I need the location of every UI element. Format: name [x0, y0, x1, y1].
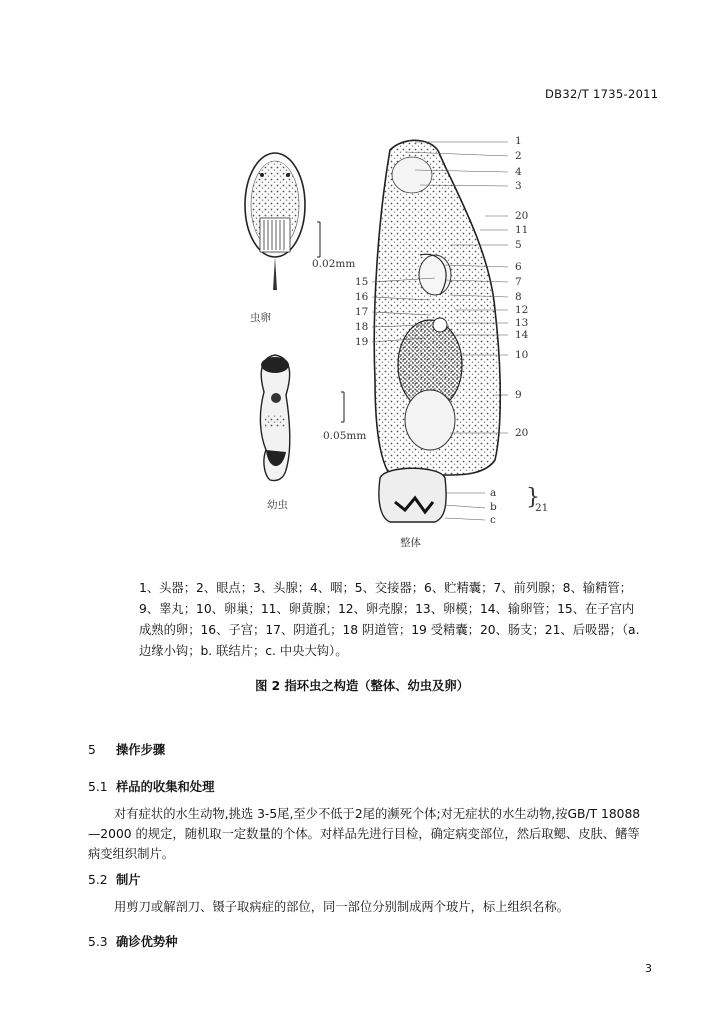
section-number: 5.3 — [88, 935, 108, 949]
egg-scale-label: 0.02mm — [312, 258, 356, 270]
larva-scale-label: 0.05mm — [323, 430, 367, 442]
figure-caption-legend — [139, 578, 659, 662]
callout-3: 3 — [515, 180, 522, 192]
adult-label: 整体 — [400, 537, 421, 549]
callout-1: 1 — [515, 135, 522, 147]
section-number: 5 — [88, 743, 96, 757]
svg-text:}: } — [526, 485, 540, 510]
section-title: 操作步骤 — [116, 743, 166, 757]
figure-title: 图 2 指环虫之构造（整体、幼虫及卵） — [255, 679, 469, 693]
section-heading-5-1 — [88, 777, 214, 795]
callout-21: 21 — [535, 502, 549, 514]
callout-8: 8 — [515, 291, 522, 303]
callout-15: 15 — [355, 276, 369, 288]
callout-13: 13 — [515, 317, 529, 329]
section-number: 5.1 — [88, 780, 108, 794]
caption-line: 1、头器；2、眼点；3、头腺；4、咽；5、交接器；6、贮精囊；7、前列腺；8、输精管； — [139, 581, 632, 595]
section-heading-5 — [88, 740, 165, 758]
caption-line: 9、睾丸；10、卵巢；11、卵黄腺；12、卵壳腺；13、卵模；14、输卵管；15、在子宫内 — [139, 602, 635, 616]
callout-7: 7 — [515, 276, 522, 288]
page-number: 3 — [645, 962, 652, 975]
larva-drawing — [260, 355, 289, 481]
callout-17: 17 — [355, 306, 369, 318]
callout-a: a — [490, 487, 497, 499]
callout-10: 10 — [515, 349, 529, 361]
paragraph-line: 病变组织制片。 — [88, 847, 175, 861]
callout-b: b — [490, 501, 497, 513]
section-title: 制片 — [116, 873, 141, 887]
caption-line: 成熟的卵；16、子宫；17、阴道孔；18 阴道管；19 受精囊；20、肠支；21、后吸器；（a. — [139, 623, 640, 637]
callout-14: 14 — [515, 329, 529, 341]
section-title: 确诊优势种 — [116, 935, 178, 949]
egg-drawing — [245, 153, 305, 290]
paragraph-line: 对有症状的水生动物,挑选 3-5尾,至少不低于2尾的濒死个体;对无症状的水生动物,按GB/T 18088 — [114, 807, 641, 821]
callout-20a: 20 — [515, 210, 529, 222]
figure-dactylogyrus-structure — [240, 130, 550, 550]
callout-12: 12 — [515, 304, 529, 316]
adult-drawing — [374, 140, 500, 522]
figure-illustration — [240, 130, 550, 550]
callout-18: 18 — [355, 321, 369, 333]
callout-20b: 20 — [515, 427, 529, 439]
callout-5: 5 — [515, 239, 522, 251]
egg-label: 虫卵 — [250, 312, 271, 324]
caption-line: 边缘小钩；b. 联结片；c. 中央大钩）。 — [139, 644, 348, 658]
paragraph-5-1 — [88, 804, 662, 864]
section-number: 5.2 — [88, 873, 108, 887]
paragraph-line: —2000 的规定，随机取一定数量的个体。对样品先进行目检，确定病变部位，然后取鳃、皮肤、鳍等 — [88, 827, 640, 841]
callout-c: c — [490, 514, 496, 526]
callout-11: 11 — [515, 224, 529, 236]
callout-2: 2 — [515, 150, 522, 162]
callout-4: 4 — [515, 166, 522, 178]
callout-6: 6 — [515, 261, 522, 273]
document-code: DB32/T 1735-2011 — [545, 87, 659, 101]
paragraph-5-2: 用剪刀或解剖刀、镊子取病症的部位，同一部位分别制成两个玻片，标上组织名称。 — [114, 900, 569, 914]
larva-label: 幼虫 — [267, 499, 288, 511]
section-heading-5-2 — [88, 870, 141, 888]
callout-9: 9 — [515, 389, 522, 401]
callout-16: 16 — [355, 291, 369, 303]
callout-19: 19 — [355, 336, 369, 348]
section-title: 样品的收集和处理 — [116, 780, 215, 794]
section-heading-5-3 — [88, 932, 178, 950]
